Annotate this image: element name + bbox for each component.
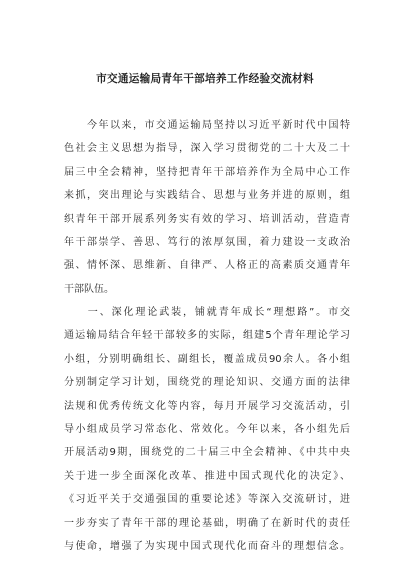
text-line: 小组，分别明确组长、副组长，覆盖成员90余人。各小组 <box>64 353 350 365</box>
text-line: 强、情怀深、思维新、自律严、人格正的高素质交通青年 <box>64 260 350 272</box>
document-title: 市交通运输局青年干部培养工作经验交流材料 <box>96 73 314 85</box>
text-line: 导小组成员学习常态化、常效化。今年以来，各小组先后 <box>64 423 350 435</box>
text-line: 色社会主义思想为指导，深入学习贯彻党的二十大及二十 <box>64 143 350 155</box>
text-line: 《习近平关于交通强国的重要论述》等深入交流研讨，进 <box>64 494 350 506</box>
text-line: 年干部崇学、善思、笃行的浓厚氛围，着力建设一支政治 <box>64 236 350 248</box>
text-line: 与使命，增强了为实现中国式现代化而奋斗的理想信念。 <box>64 540 350 552</box>
text-line: 分别制定学习计划，围绕党的理论知识、交通方面的法律 <box>64 377 350 389</box>
text-line: 织青年干部开展系列务实有效的学习、培训活动，营造青 <box>64 213 350 225</box>
text-line: 一步夯实了青年干部的理论基础，明确了在新时代的责任 <box>64 517 350 529</box>
text-line: 干部队伍。 <box>64 283 114 295</box>
text-line: 一、深化理论武装，铺就青年成长“理想路”。市交 <box>64 307 350 318</box>
text-line: 来抓，突出理论与实践结合、思想与业务并进的原则，组 <box>64 190 350 202</box>
text-line: 今年以来，市交通运输局坚持以习近平新时代中国特 <box>64 120 350 131</box>
text-line: 开展活动9期，围绕党的二十届三中全会精神、《中共中央 <box>64 447 350 459</box>
text-line: 关于进一步全面深化改革、推进中国式现代化的决定》、 <box>64 470 350 482</box>
text-line: 通运输局结合年轻干部较多的实际，组建5个青年理论学习 <box>64 330 350 342</box>
text-line: 届三中全会精神，坚持把青年干部培养作为全局中心工作 <box>64 166 350 178</box>
paragraph-intro <box>64 114 350 301</box>
paragraph-section-one <box>64 301 350 558</box>
text-line: 法规和优秀传统文化等内容，每月开展学习交流活动，引 <box>64 400 350 412</box>
